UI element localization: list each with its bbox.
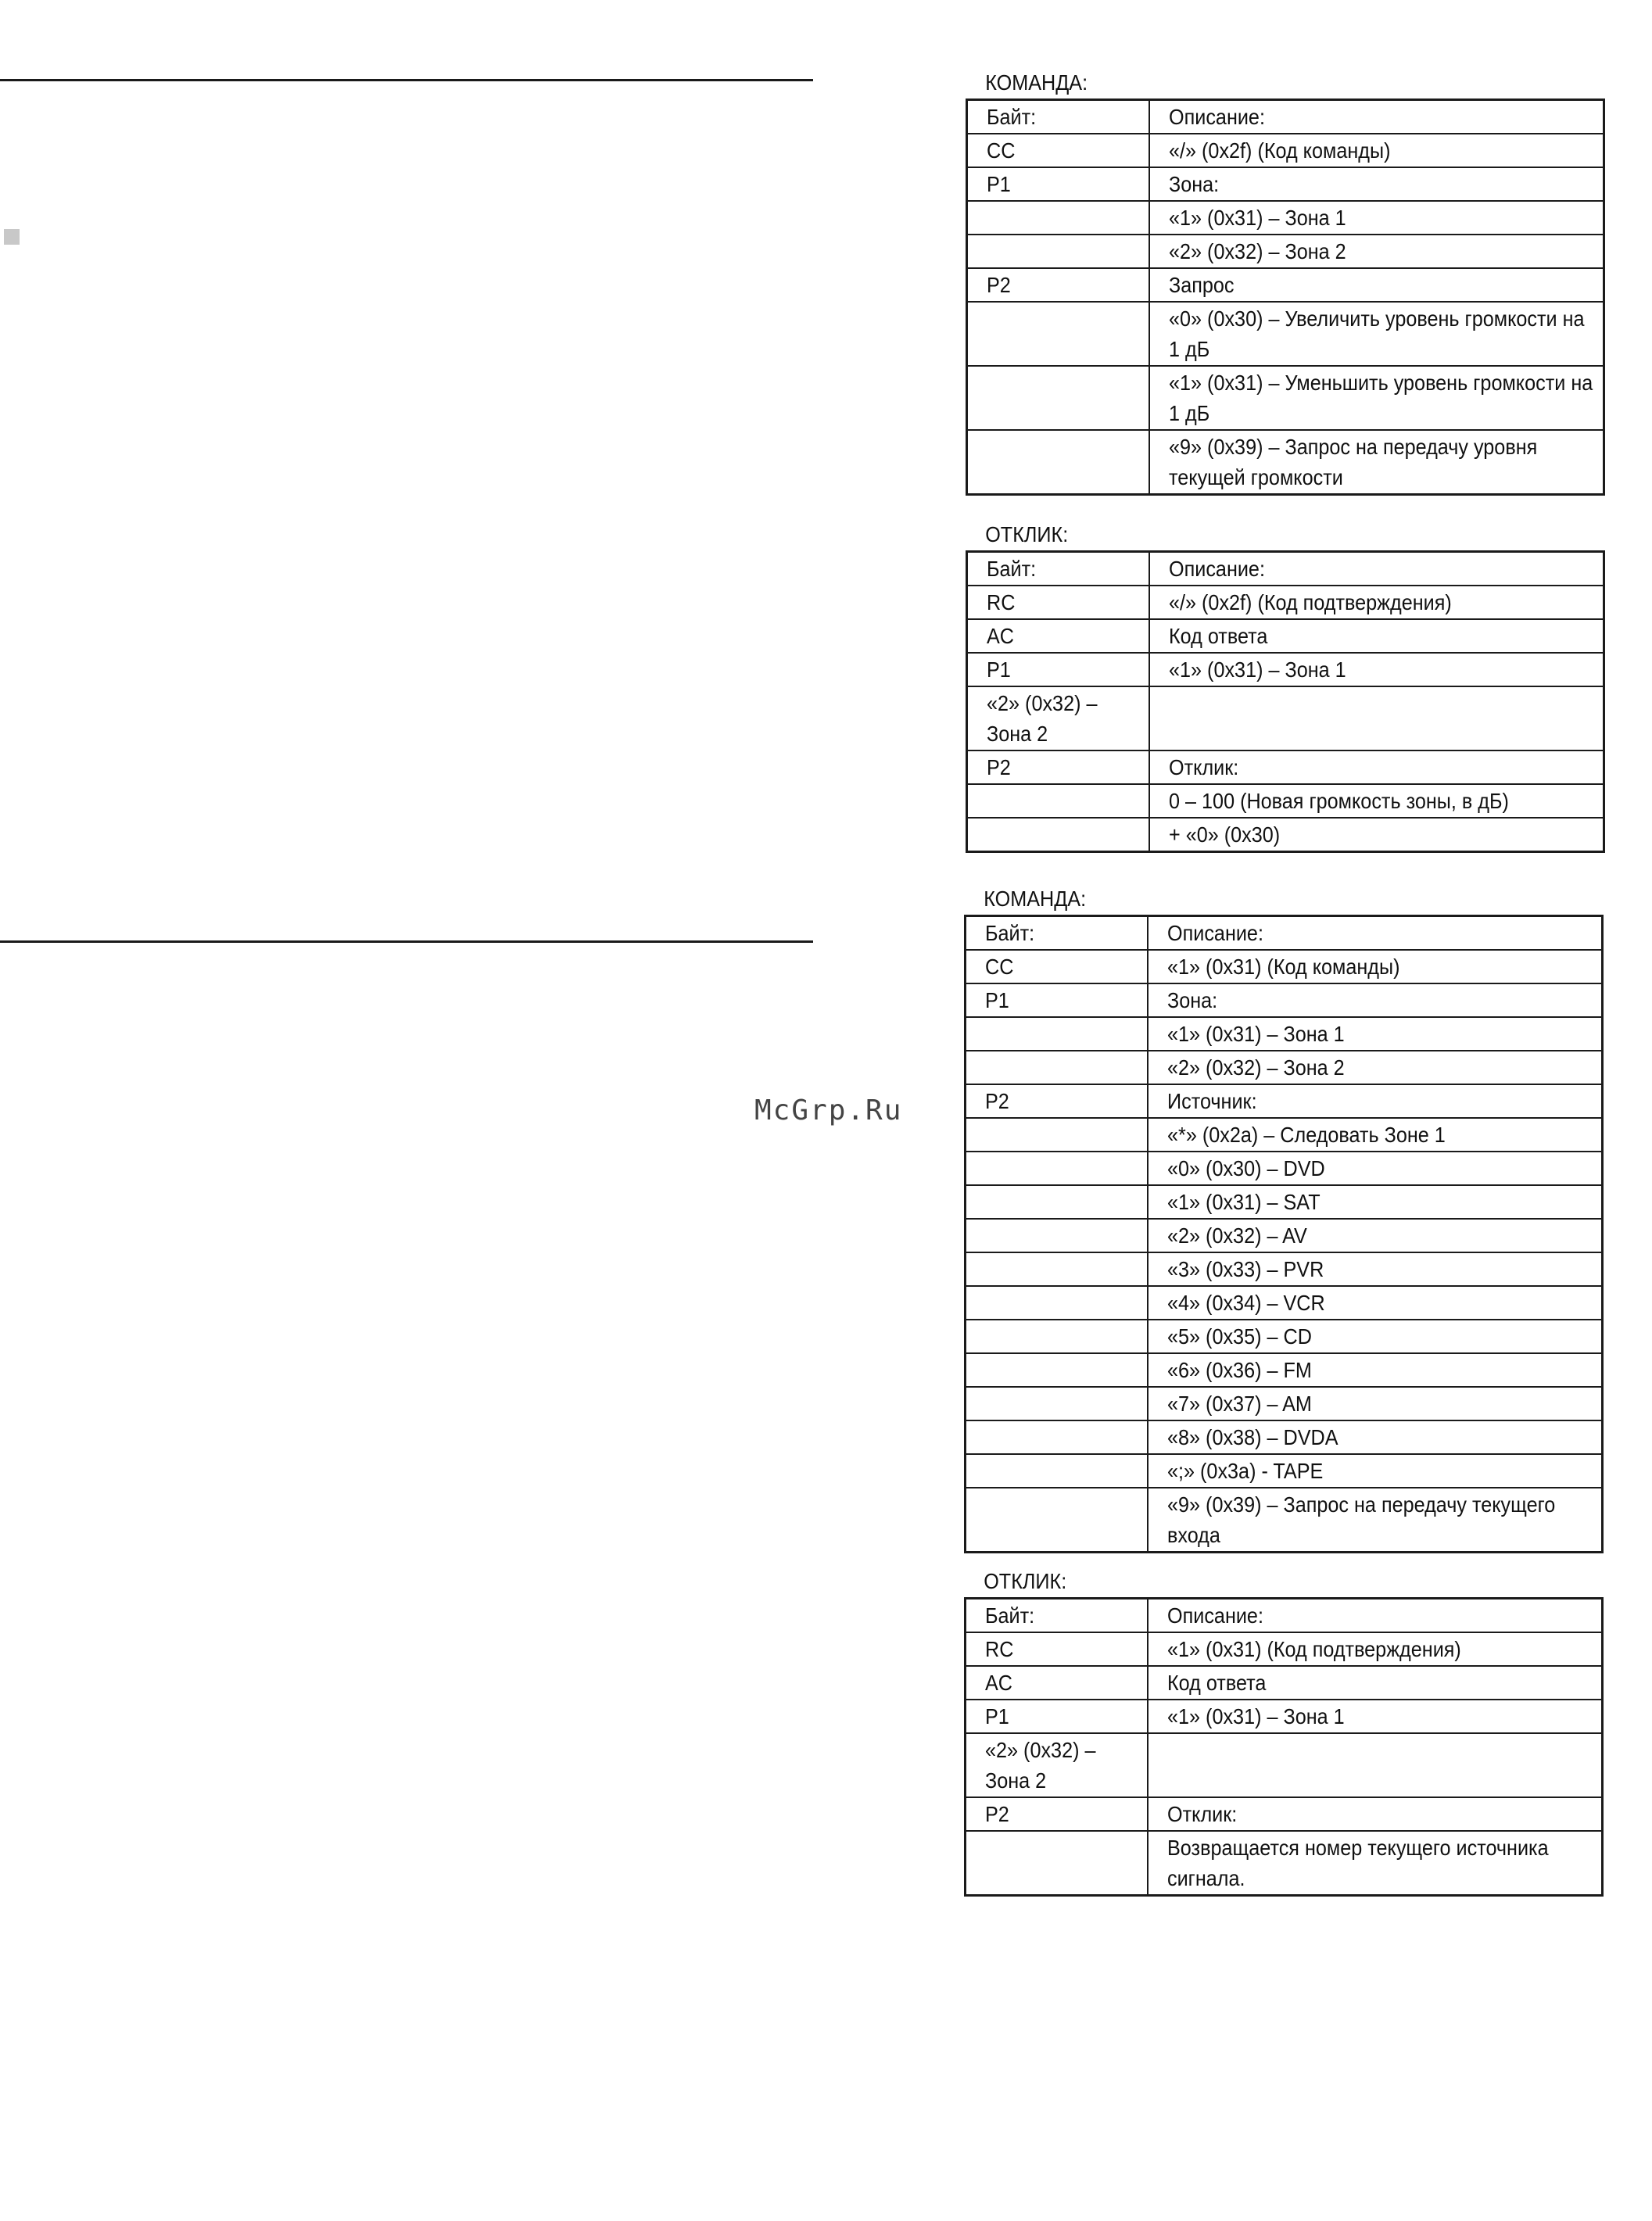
source-command-table [964, 915, 1604, 1553]
description-text: «4» (0x34) – VCR [1166, 1291, 1325, 1315]
byte-cell [966, 1152, 1148, 1185]
byte-cell [966, 1632, 1148, 1666]
table-row [966, 1252, 1603, 1286]
byte-cell [966, 1353, 1148, 1387]
block-title: КОМАНДА: [984, 887, 1087, 911]
table-row [967, 366, 1604, 430]
description-cell [1148, 1666, 1603, 1700]
byte-cell [967, 100, 1149, 134]
byte-cell [966, 1118, 1148, 1152]
table-row [966, 1320, 1603, 1353]
table-row [967, 784, 1604, 818]
byte-text: P1 [985, 988, 1009, 1012]
table-row [967, 302, 1604, 366]
description-text: «/» (0x2f) (Код команды) [1168, 138, 1390, 163]
table-row [967, 750, 1604, 784]
description-text: + «0» (0x30) [1168, 822, 1280, 847]
volume-response-table [966, 550, 1605, 853]
byte-text: P2 [985, 1802, 1009, 1826]
table-header-row [966, 1599, 1603, 1633]
byte-text: AC [985, 1671, 1013, 1695]
description-text: Код ответа [1168, 624, 1267, 648]
description-text: Описание: [1166, 921, 1263, 945]
description-text: «1» (0x31) – Уменьшить уровень громкости на 1 дБ [1168, 371, 1593, 425]
description-cell [1148, 1700, 1603, 1733]
description-text: «9» (0x39) – Запрос на передачу уровня текущей громкости [1168, 435, 1537, 489]
byte-cell [967, 818, 1149, 852]
table-row [967, 430, 1604, 495]
byte-cell [966, 1700, 1148, 1733]
horizontal-rule-top [0, 79, 813, 81]
description-cell [1148, 1387, 1603, 1420]
table-row [966, 1051, 1603, 1084]
byte-text: CC [987, 138, 1016, 163]
description-cell [1148, 1219, 1603, 1252]
description-cell [1148, 1831, 1603, 1896]
table-row [966, 950, 1603, 983]
table-row [966, 1632, 1603, 1666]
byte-cell [966, 1831, 1148, 1896]
byte-cell [967, 619, 1149, 653]
description-cell [1148, 1320, 1603, 1353]
description-text: «1» (0x31) (Код подтверждения) [1166, 1637, 1461, 1661]
byte-cell [967, 552, 1149, 586]
table-row [967, 686, 1604, 750]
description-cell [1149, 586, 1604, 619]
byte-cell [966, 1454, 1148, 1488]
byte-cell [966, 1320, 1148, 1353]
table-row [966, 1152, 1603, 1185]
block-title: КОМАНДА: [985, 70, 1088, 95]
description-cell [1148, 1185, 1603, 1219]
description-cell [1149, 100, 1604, 134]
description-cell [1149, 201, 1604, 235]
description-text: «1» (0x31) – Зона 1 [1168, 657, 1346, 682]
description-cell [1148, 1488, 1603, 1553]
byte-cell [967, 750, 1149, 784]
table-row [966, 1831, 1603, 1896]
description-cell [1148, 1017, 1603, 1051]
byte-cell [967, 653, 1149, 686]
description-text: «*» (0x2a) – Следовать Зоне 1 [1166, 1123, 1446, 1147]
byte-text: P1 [987, 172, 1011, 196]
description-text: «1» (0x31) (Код команды) [1166, 955, 1400, 979]
table-row [966, 1084, 1603, 1118]
description-cell [1149, 653, 1604, 686]
volume-command-block [966, 67, 1603, 496]
byte-text: P1 [985, 1704, 1009, 1728]
byte-text: P2 [987, 273, 1011, 297]
byte-cell [966, 1420, 1148, 1454]
byte-text: Байт: [987, 105, 1037, 129]
description-cell [1148, 1797, 1603, 1831]
description-text: Запрос [1168, 273, 1235, 297]
description-text: «2» (0x32) – AV [1166, 1223, 1307, 1248]
byte-cell [966, 1387, 1148, 1420]
byte-text: RC [985, 1637, 1014, 1661]
table-row [966, 1185, 1603, 1219]
source-response-table [964, 1597, 1604, 1897]
byte-text: AC [987, 624, 1015, 648]
byte-cell [966, 1219, 1148, 1252]
byte-text: P1 [987, 657, 1011, 682]
table-row [966, 1420, 1603, 1454]
byte-cell [966, 950, 1148, 983]
byte-cell [967, 201, 1149, 235]
byte-cell [967, 235, 1149, 268]
description-cell [1149, 686, 1604, 750]
source-response-block [964, 1566, 1601, 1897]
table-row [966, 983, 1603, 1017]
table-row [966, 1488, 1603, 1553]
byte-cell [966, 1488, 1148, 1553]
byte-text: CC [985, 955, 1014, 979]
description-cell [1148, 1599, 1603, 1633]
description-text: Отклик: [1168, 755, 1238, 779]
byte-cell [966, 1051, 1148, 1084]
description-text: «9» (0x39) – Запрос на передачу текущего входа [1166, 1492, 1555, 1547]
byte-cell [967, 366, 1149, 430]
description-text: Зона: [1168, 172, 1219, 196]
description-text: «/» (0x2f) (Код подтверждения) [1168, 590, 1452, 614]
table-row [966, 1017, 1603, 1051]
description-cell [1149, 235, 1604, 268]
description-cell [1149, 302, 1604, 366]
byte-cell [967, 268, 1149, 302]
description-text: «1» (0x31) – Зона 1 [1166, 1022, 1345, 1046]
description-text: Источник: [1166, 1089, 1257, 1113]
table-row [966, 1219, 1603, 1252]
description-cell [1148, 1733, 1603, 1797]
description-cell [1149, 750, 1604, 784]
description-text: «0» (0x30) – DVD [1166, 1156, 1325, 1180]
byte-cell [967, 302, 1149, 366]
description-cell [1148, 916, 1603, 951]
byte-cell [967, 686, 1149, 750]
byte-cell [966, 983, 1148, 1017]
byte-text: Байт: [985, 921, 1035, 945]
byte-text: RC [987, 590, 1016, 614]
table-row [967, 586, 1604, 619]
description-cell [1149, 552, 1604, 586]
description-text: «2» (0x32) – Зона 2 [1166, 1055, 1345, 1080]
description-text: «2» (0x32) – Зона 2 [1168, 239, 1346, 263]
description-cell [1148, 1084, 1603, 1118]
description-text: «3» (0x33) – PVR [1166, 1257, 1324, 1281]
block-title: ОТКЛИК: [984, 1569, 1067, 1593]
description-text: 0 – 100 (Новая громкость зоны, в дБ) [1168, 789, 1509, 813]
description-text: Описание: [1166, 1603, 1263, 1628]
byte-text: Байт: [987, 557, 1037, 581]
table-row [967, 201, 1604, 235]
description-cell [1149, 268, 1604, 302]
source-command-block [964, 883, 1601, 1553]
description-cell [1148, 1286, 1603, 1320]
byte-cell [966, 1017, 1148, 1051]
byte-cell [967, 167, 1149, 201]
description-text: «1» (0x31) – SAT [1166, 1190, 1321, 1214]
byte-cell [967, 586, 1149, 619]
byte-cell [966, 1286, 1148, 1320]
byte-text: P2 [987, 755, 1011, 779]
table-header-row [967, 100, 1604, 134]
byte-cell [966, 1599, 1148, 1633]
description-text: Зона: [1166, 988, 1217, 1012]
bullet-square [4, 229, 20, 245]
description-cell [1149, 818, 1604, 852]
volume-response-block [966, 519, 1603, 853]
description-cell [1149, 134, 1604, 167]
volume-command-table [966, 99, 1605, 496]
table-row [967, 235, 1604, 268]
description-cell [1148, 983, 1603, 1017]
table-row [966, 1286, 1603, 1320]
block-title: ОТКЛИК: [985, 522, 1069, 546]
byte-cell [967, 430, 1149, 495]
table-row [966, 1733, 1603, 1797]
byte-cell [966, 1797, 1148, 1831]
table-row [966, 1353, 1603, 1387]
description-text: Код ответа [1166, 1671, 1266, 1695]
description-cell [1148, 1420, 1603, 1454]
description-text: «6» (0x36) – FM [1166, 1358, 1312, 1382]
table-row [966, 1454, 1603, 1488]
table-row [967, 268, 1604, 302]
description-cell [1149, 430, 1604, 495]
description-text: «;» (0x3a) - TAPE [1166, 1459, 1323, 1483]
table-row [966, 1387, 1603, 1420]
description-text: «1» (0x31) – Зона 1 [1168, 206, 1346, 230]
table-row [967, 619, 1604, 653]
table-row [967, 134, 1604, 167]
byte-cell [966, 1666, 1148, 1700]
table-row [966, 1797, 1603, 1831]
byte-cell [966, 916, 1148, 951]
description-text: «1» (0x31) – Зона 1 [1166, 1704, 1345, 1728]
table-row [966, 1700, 1603, 1733]
byte-text: P2 [985, 1089, 1009, 1113]
description-text: «7» (0x37) – AM [1166, 1392, 1312, 1416]
description-text: Отклик: [1166, 1802, 1237, 1826]
table-row [966, 1666, 1603, 1700]
table-header-row [967, 552, 1604, 586]
description-cell [1148, 1632, 1603, 1666]
description-cell [1149, 167, 1604, 201]
horizontal-rule-middle [0, 940, 813, 943]
watermark: McGrp.Ru [754, 1094, 903, 1127]
byte-cell [966, 1185, 1148, 1219]
description-cell [1148, 1051, 1603, 1084]
description-cell [1148, 1353, 1603, 1387]
description-cell [1149, 366, 1604, 430]
table-header-row [966, 916, 1603, 951]
byte-text: Байт: [985, 1603, 1035, 1628]
table-row [966, 1118, 1603, 1152]
byte-cell [966, 1252, 1148, 1286]
description-text: «0» (0x30) – Увеличить уровень громкости на 1 дБ [1168, 306, 1585, 361]
table-row [967, 818, 1604, 852]
byte-cell [967, 134, 1149, 167]
description-text: Описание: [1168, 105, 1265, 129]
description-text: «8» (0x38) – DVDA [1166, 1425, 1338, 1449]
description-cell [1148, 1118, 1603, 1152]
description-cell [1148, 950, 1603, 983]
byte-text: «2» (0x32) – Зона 2 [985, 1738, 1096, 1793]
description-cell [1148, 1152, 1603, 1185]
table-row [967, 653, 1604, 686]
description-cell [1149, 784, 1604, 818]
description-text: Описание: [1168, 557, 1265, 581]
byte-cell [966, 1733, 1148, 1797]
byte-cell [967, 784, 1149, 818]
byte-text: «2» (0x32) – Зона 2 [987, 691, 1098, 746]
description-cell [1148, 1252, 1603, 1286]
description-cell [1148, 1454, 1603, 1488]
description-text: Возвращается номер текущего источника сигнала. [1166, 1836, 1549, 1890]
description-cell [1149, 619, 1604, 653]
description-text: «5» (0x35) – CD [1166, 1324, 1312, 1349]
table-row [967, 167, 1604, 201]
byte-cell [966, 1084, 1148, 1118]
